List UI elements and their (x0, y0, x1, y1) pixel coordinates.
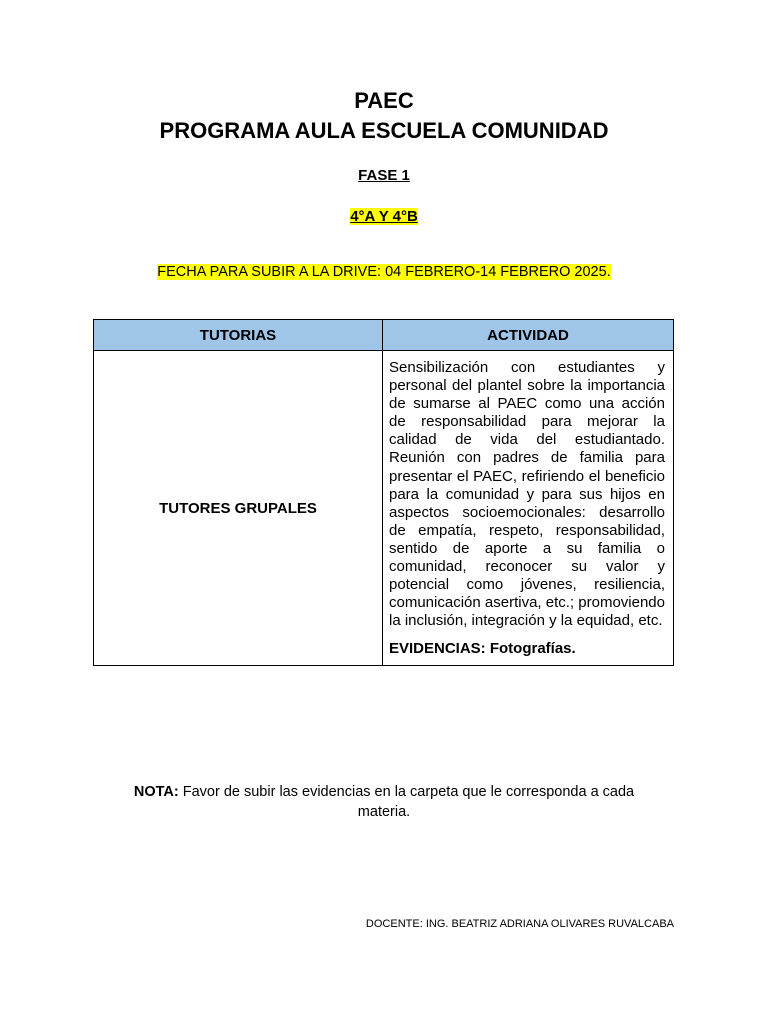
document-title-acronym: PAEC (354, 88, 414, 113)
note-paragraph (110, 782, 658, 822)
table-row (94, 351, 674, 666)
teacher-signature-line: DOCENTE: ING. BEATRIZ ADRIANA OLIVARES RUVALCABA (365, 918, 674, 930)
groups-text: 4°A Y 4°B (350, 208, 418, 225)
note-label: NOTA: (133, 784, 179, 800)
table-header-row (94, 320, 674, 351)
column-header-tutorias: TUTORIAS (94, 320, 383, 351)
activity-description: Sensibilización con estudiantes y personal del plantel sobre la importancia de sumarse al PAEC como una acción de responsabilidad para mejorar la calidad de vida del estudiantado. Reunión con padres de familia para presentar el PAEC, refiriendo el beneficio para la comunidad y para sus hijos en aspectos socioemocionales: desarrollo de empatía, respeto, responsabilidad, sentido de aporte a su familia o comunidad, reconocer su valor y potencial como jóvenes, resiliencia, comunicación asertiva, etc.; promoviendo la inclusión, integración y la equidad, etc. (389, 359, 665, 630)
deadline-text: FECHA PARA SUBIR A LA DRIVE: 04 FEBRERO-14 FEBRERO 2025. (157, 264, 611, 280)
groups-label (0, 207, 768, 227)
phase-label (0, 166, 768, 186)
deadline-label (0, 262, 768, 282)
column-header-actividad: ACTIVIDAD (383, 320, 674, 351)
evidence-label: EVIDENCIAS: Fotografías. (389, 640, 576, 658)
tutorias-cell: TUTORES GRUPALES (94, 351, 383, 666)
activity-table (93, 319, 674, 666)
phase-text: FASE 1 (358, 167, 410, 184)
note-text: Favor de subir las evidencias en la carpeta que le corresponda a cada materia. (178, 784, 635, 820)
actividad-cell (383, 351, 674, 666)
document-title: PROGRAMA AULA ESCUELA COMUNIDAD (159, 118, 609, 143)
